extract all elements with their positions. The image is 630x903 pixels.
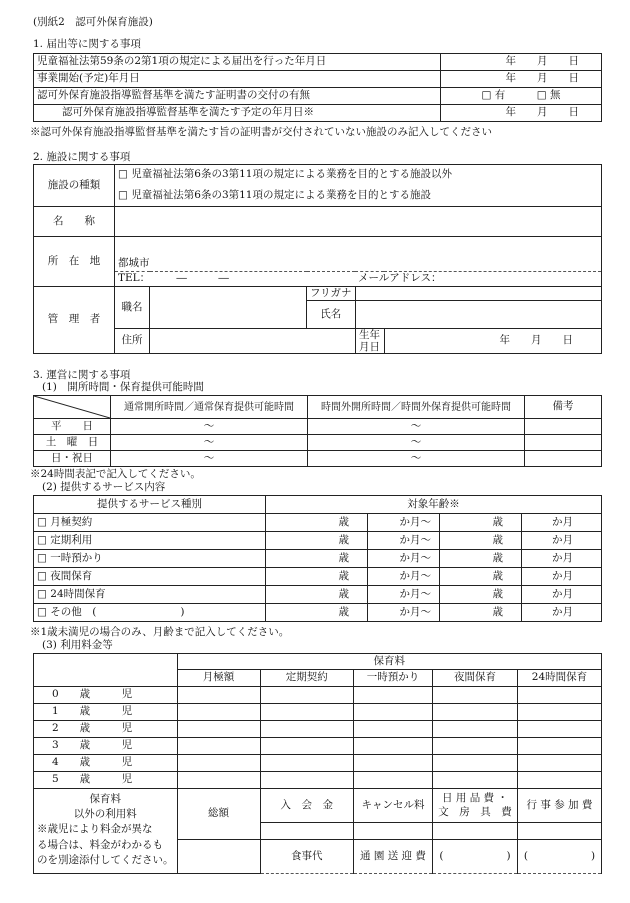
age-to-months[interactable]: か月: [522, 568, 602, 586]
fee-cell[interactable]: [517, 755, 601, 772]
fee-cell[interactable]: [260, 772, 353, 789]
manager-birth-label-1: 生年: [355, 329, 384, 342]
fees-corner-cell: [34, 654, 178, 687]
manager-position-label: 職名: [115, 287, 150, 329]
fee-row-age0: 0 歳 児: [34, 687, 178, 704]
facility-type-option-1[interactable]: □ 児童福祉法第6条の3第11項の規定による業務を目的とする施設以外: [115, 165, 602, 186]
fee-cell[interactable]: [432, 738, 517, 755]
supplies-fee-label: [432, 789, 517, 823]
fee-cell[interactable]: [260, 704, 353, 721]
services-heading: (2) 提供するサービス内容: [42, 481, 166, 493]
fee-cell[interactable]: [353, 687, 432, 704]
total-field[interactable]: [177, 840, 260, 874]
hours-weekday-overtime[interactable]: ～: [308, 419, 525, 435]
hours-table: [33, 395, 602, 467]
fee-cell[interactable]: [177, 704, 260, 721]
manager-address-label: 住所: [115, 329, 150, 354]
fee-cell[interactable]: [353, 738, 432, 755]
facility-address-field[interactable]: 都城市: [115, 237, 602, 272]
fee-cell[interactable]: [177, 687, 260, 704]
facility-name-label: 名 称: [34, 207, 115, 237]
hours-note: ※24時間表記で記入してください。: [30, 468, 201, 480]
manager-label: 管 理 者: [34, 287, 115, 354]
section1-heading: 1. 届出等に関する事項: [33, 38, 141, 50]
supplies-fee-label-1: 日 用 品 費 ・: [442, 792, 508, 805]
fee-row-age4: 4 歳 児: [34, 755, 178, 772]
fee-cell[interactable]: [177, 755, 260, 772]
facility-name-field[interactable]: [115, 207, 602, 237]
other-fees-subtitle: 以外の利用料: [73, 808, 137, 821]
manager-birth-value[interactable]: 年 月 日: [384, 329, 602, 354]
hours-holiday-regular[interactable]: ～: [111, 451, 308, 467]
fee-cell[interactable]: [260, 738, 353, 755]
fee-cell[interactable]: [517, 687, 601, 704]
age-from-months[interactable]: か月～: [368, 604, 440, 622]
facility-tel-field[interactable]: TEL： ― ―: [115, 272, 356, 287]
hours-saturday-regular[interactable]: ～: [111, 435, 308, 451]
hours-weekday-notes[interactable]: [525, 419, 602, 435]
row-certificate-value[interactable]: □ 有 □ 無: [441, 88, 602, 105]
fee-cell[interactable]: [353, 772, 432, 789]
service-monthly[interactable]: □ 月極契約: [34, 514, 266, 532]
row-planned-date-value[interactable]: 年 月 日: [441, 105, 602, 122]
fee-cell[interactable]: [260, 721, 353, 738]
cancel-fee-label: キャンセル料: [353, 789, 432, 823]
fee-cell[interactable]: [260, 687, 353, 704]
fee-cell[interactable]: [353, 704, 432, 721]
meal-fee-label: 食事代: [260, 840, 353, 874]
entry-fee-label: 入 会 金: [260, 789, 353, 823]
form-title: (別紙2 認可外保育施設): [33, 16, 153, 28]
row-start-date-value[interactable]: 年 月 日: [441, 71, 602, 88]
other-fees-note-1: ※歳児により料金が異な: [37, 823, 153, 836]
services-table: [33, 495, 602, 622]
fee-cell[interactable]: [177, 772, 260, 789]
other-fees-label: [34, 789, 178, 874]
fees-table: [33, 653, 602, 874]
hours-holiday-notes[interactable]: [525, 451, 602, 467]
age-from-years[interactable]: 歳: [266, 568, 368, 586]
hours-weekday-regular[interactable]: ～: [111, 419, 308, 435]
row-notify-date-value[interactable]: 年 月 日: [441, 54, 602, 71]
hours-row-saturday: 土 曜 日: [34, 435, 111, 451]
age-from-months[interactable]: か月～: [368, 586, 440, 604]
fee-cell[interactable]: [432, 721, 517, 738]
fees-header: 保育料: [177, 654, 602, 670]
cancel-fee-field[interactable]: [353, 823, 432, 840]
age-from-years[interactable]: 歳: [266, 586, 368, 604]
age-from-years[interactable]: 歳: [266, 532, 368, 550]
event-fee-label: 行 事 参 加 費: [517, 789, 601, 823]
diagonal-line: [34, 396, 110, 418]
fee-cell[interactable]: [353, 721, 432, 738]
fee-cell[interactable]: [432, 704, 517, 721]
age-to-months[interactable]: か月: [522, 550, 602, 568]
other-fees-title: 保育料: [89, 793, 121, 805]
supplies-fee-field[interactable]: [432, 823, 517, 840]
hours-col-regular: 通常開所時間／通常保育提供可能時間: [111, 396, 308, 419]
fee-col-night: 夜間保育: [432, 670, 517, 687]
fee-cell[interactable]: [177, 738, 260, 755]
age-to-months[interactable]: か月: [522, 514, 602, 532]
service-regular[interactable]: □ 定期利用: [34, 532, 266, 550]
manager-name-label: 氏名: [307, 301, 356, 329]
other-fees-note-2: る場合は、料金がわかるも: [37, 838, 163, 851]
fee-cell[interactable]: [517, 772, 601, 789]
fee-cell[interactable]: [177, 721, 260, 738]
fee-row-age1: 1 歳 児: [34, 704, 178, 721]
facility-table: [33, 164, 602, 354]
facility-mail-field[interactable]: メールアドレス：: [355, 272, 602, 287]
age-from-months[interactable]: か月～: [368, 568, 440, 586]
age-from-years[interactable]: 歳: [266, 604, 368, 622]
supplies-fee-label-2: 文 房 具 費: [438, 805, 512, 818]
notification-table: [33, 53, 602, 122]
other-fees-note-3: のを別途添付してください。: [37, 853, 174, 866]
fee-cell[interactable]: [353, 755, 432, 772]
row-start-date-label: 事業開始(予定)年月日: [34, 71, 441, 88]
age-to-months[interactable]: か月: [522, 532, 602, 550]
service-temporary[interactable]: □ 一時預かり: [34, 550, 266, 568]
manager-position-field[interactable]: [150, 287, 307, 329]
age-to-months[interactable]: か月: [522, 604, 602, 622]
section2-heading: 2. 施設に関する事項: [33, 151, 131, 163]
hours-corner-cell: [34, 396, 111, 419]
fee-row-age3: 3 歳 児: [34, 738, 178, 755]
fee-col-24h: 24時間保育: [517, 670, 601, 687]
age-to-years[interactable]: 歳: [440, 586, 522, 604]
age-to-years[interactable]: 歳: [440, 532, 522, 550]
hours-row-holiday: 日・祝日: [34, 451, 111, 467]
fee-cell[interactable]: [432, 687, 517, 704]
manager-birth-label-2: 月日: [355, 342, 384, 354]
hours-col-notes: 備考: [525, 396, 602, 419]
fee-cell[interactable]: [260, 755, 353, 772]
age-from-years[interactable]: 歳: [266, 550, 368, 568]
hours-saturday-notes[interactable]: [525, 435, 602, 451]
manager-name-field[interactable]: [355, 301, 602, 329]
fee-row-age2: 2 歳 児: [34, 721, 178, 738]
hours-heading: (1) 開所時間・保育提供可能時間: [42, 381, 204, 393]
facility-address-label: 所 在 地: [34, 237, 115, 287]
section1-note: ※認可外保育施設指導監督基準を満たす旨の証明書が交付されていない施設のみ記入してください: [30, 126, 492, 138]
other-fee-label-1[interactable]: ( ): [432, 840, 517, 874]
row-notify-date-label: 児童福祉法第59条の2第1項の規定による届出を行った年月日: [34, 54, 441, 71]
bus-fee-label: 通 園 送 迎 費: [353, 840, 432, 874]
manager-furigana-label: フリガナ: [307, 287, 356, 301]
facility-type-option-2[interactable]: □ 児童福祉法第6条の3第11項の規定による業務を目的とする施設: [115, 186, 602, 207]
age-to-months[interactable]: か月: [522, 586, 602, 604]
service-other[interactable]: □ その他 ( ): [34, 604, 266, 622]
event-fee-field[interactable]: [517, 823, 601, 840]
row-certificate-label: 認可外保育施設指導監督基準を満たす証明書の交付の有無: [34, 88, 441, 105]
section3-heading: 3. 運営に関する事項: [33, 369, 131, 381]
fee-row-age5: 5 歳 児: [34, 772, 178, 789]
hours-col-overtime: 時間外開所時間／時間外保育提供可能時間: [308, 396, 525, 419]
hours-saturday-overtime[interactable]: ～: [308, 435, 525, 451]
age-to-years[interactable]: 歳: [440, 568, 522, 586]
facility-type-label: 施設の種類: [34, 165, 115, 207]
total-label: 総額: [177, 789, 260, 840]
manager-address-field[interactable]: [150, 329, 356, 354]
service-24h[interactable]: □ 24時間保育: [34, 586, 266, 604]
other-fee-label-2[interactable]: ( ): [517, 840, 601, 874]
fees-heading: (3) 利用料金等: [42, 639, 113, 651]
services-note: ※1歳未満児の場合のみ、月齢まで記入してください。: [30, 626, 290, 638]
fee-cell[interactable]: [432, 755, 517, 772]
services-col-type: 提供するサービス種別: [34, 496, 266, 514]
fee-cell[interactable]: [517, 738, 601, 755]
service-night[interactable]: □ 夜間保育: [34, 568, 266, 586]
age-to-years[interactable]: 歳: [440, 514, 522, 532]
services-col-age: 対象年齢※: [266, 496, 602, 514]
age-to-years[interactable]: 歳: [440, 604, 522, 622]
age-from-months[interactable]: か月～: [368, 532, 440, 550]
age-from-months[interactable]: か月～: [368, 514, 440, 532]
age-from-months[interactable]: か月～: [368, 550, 440, 568]
hours-holiday-overtime[interactable]: ～: [308, 451, 525, 467]
age-to-years[interactable]: 歳: [440, 550, 522, 568]
hours-row-weekday: 平 日: [34, 419, 111, 435]
fee-col-regular: 定期契約: [260, 670, 353, 687]
fee-cell[interactable]: [517, 704, 601, 721]
age-from-years[interactable]: 歳: [266, 514, 368, 532]
entry-fee-field[interactable]: [260, 823, 353, 840]
row-planned-date-label: 認可外保育施設指導監督基準を満たす予定の年月日※: [34, 105, 441, 122]
fee-cell[interactable]: [517, 721, 601, 738]
fee-col-temporary: 一時預かり: [353, 670, 432, 687]
fee-cell[interactable]: [432, 772, 517, 789]
manager-furigana-field[interactable]: [355, 287, 602, 301]
fee-col-monthly: 月極額: [177, 670, 260, 687]
